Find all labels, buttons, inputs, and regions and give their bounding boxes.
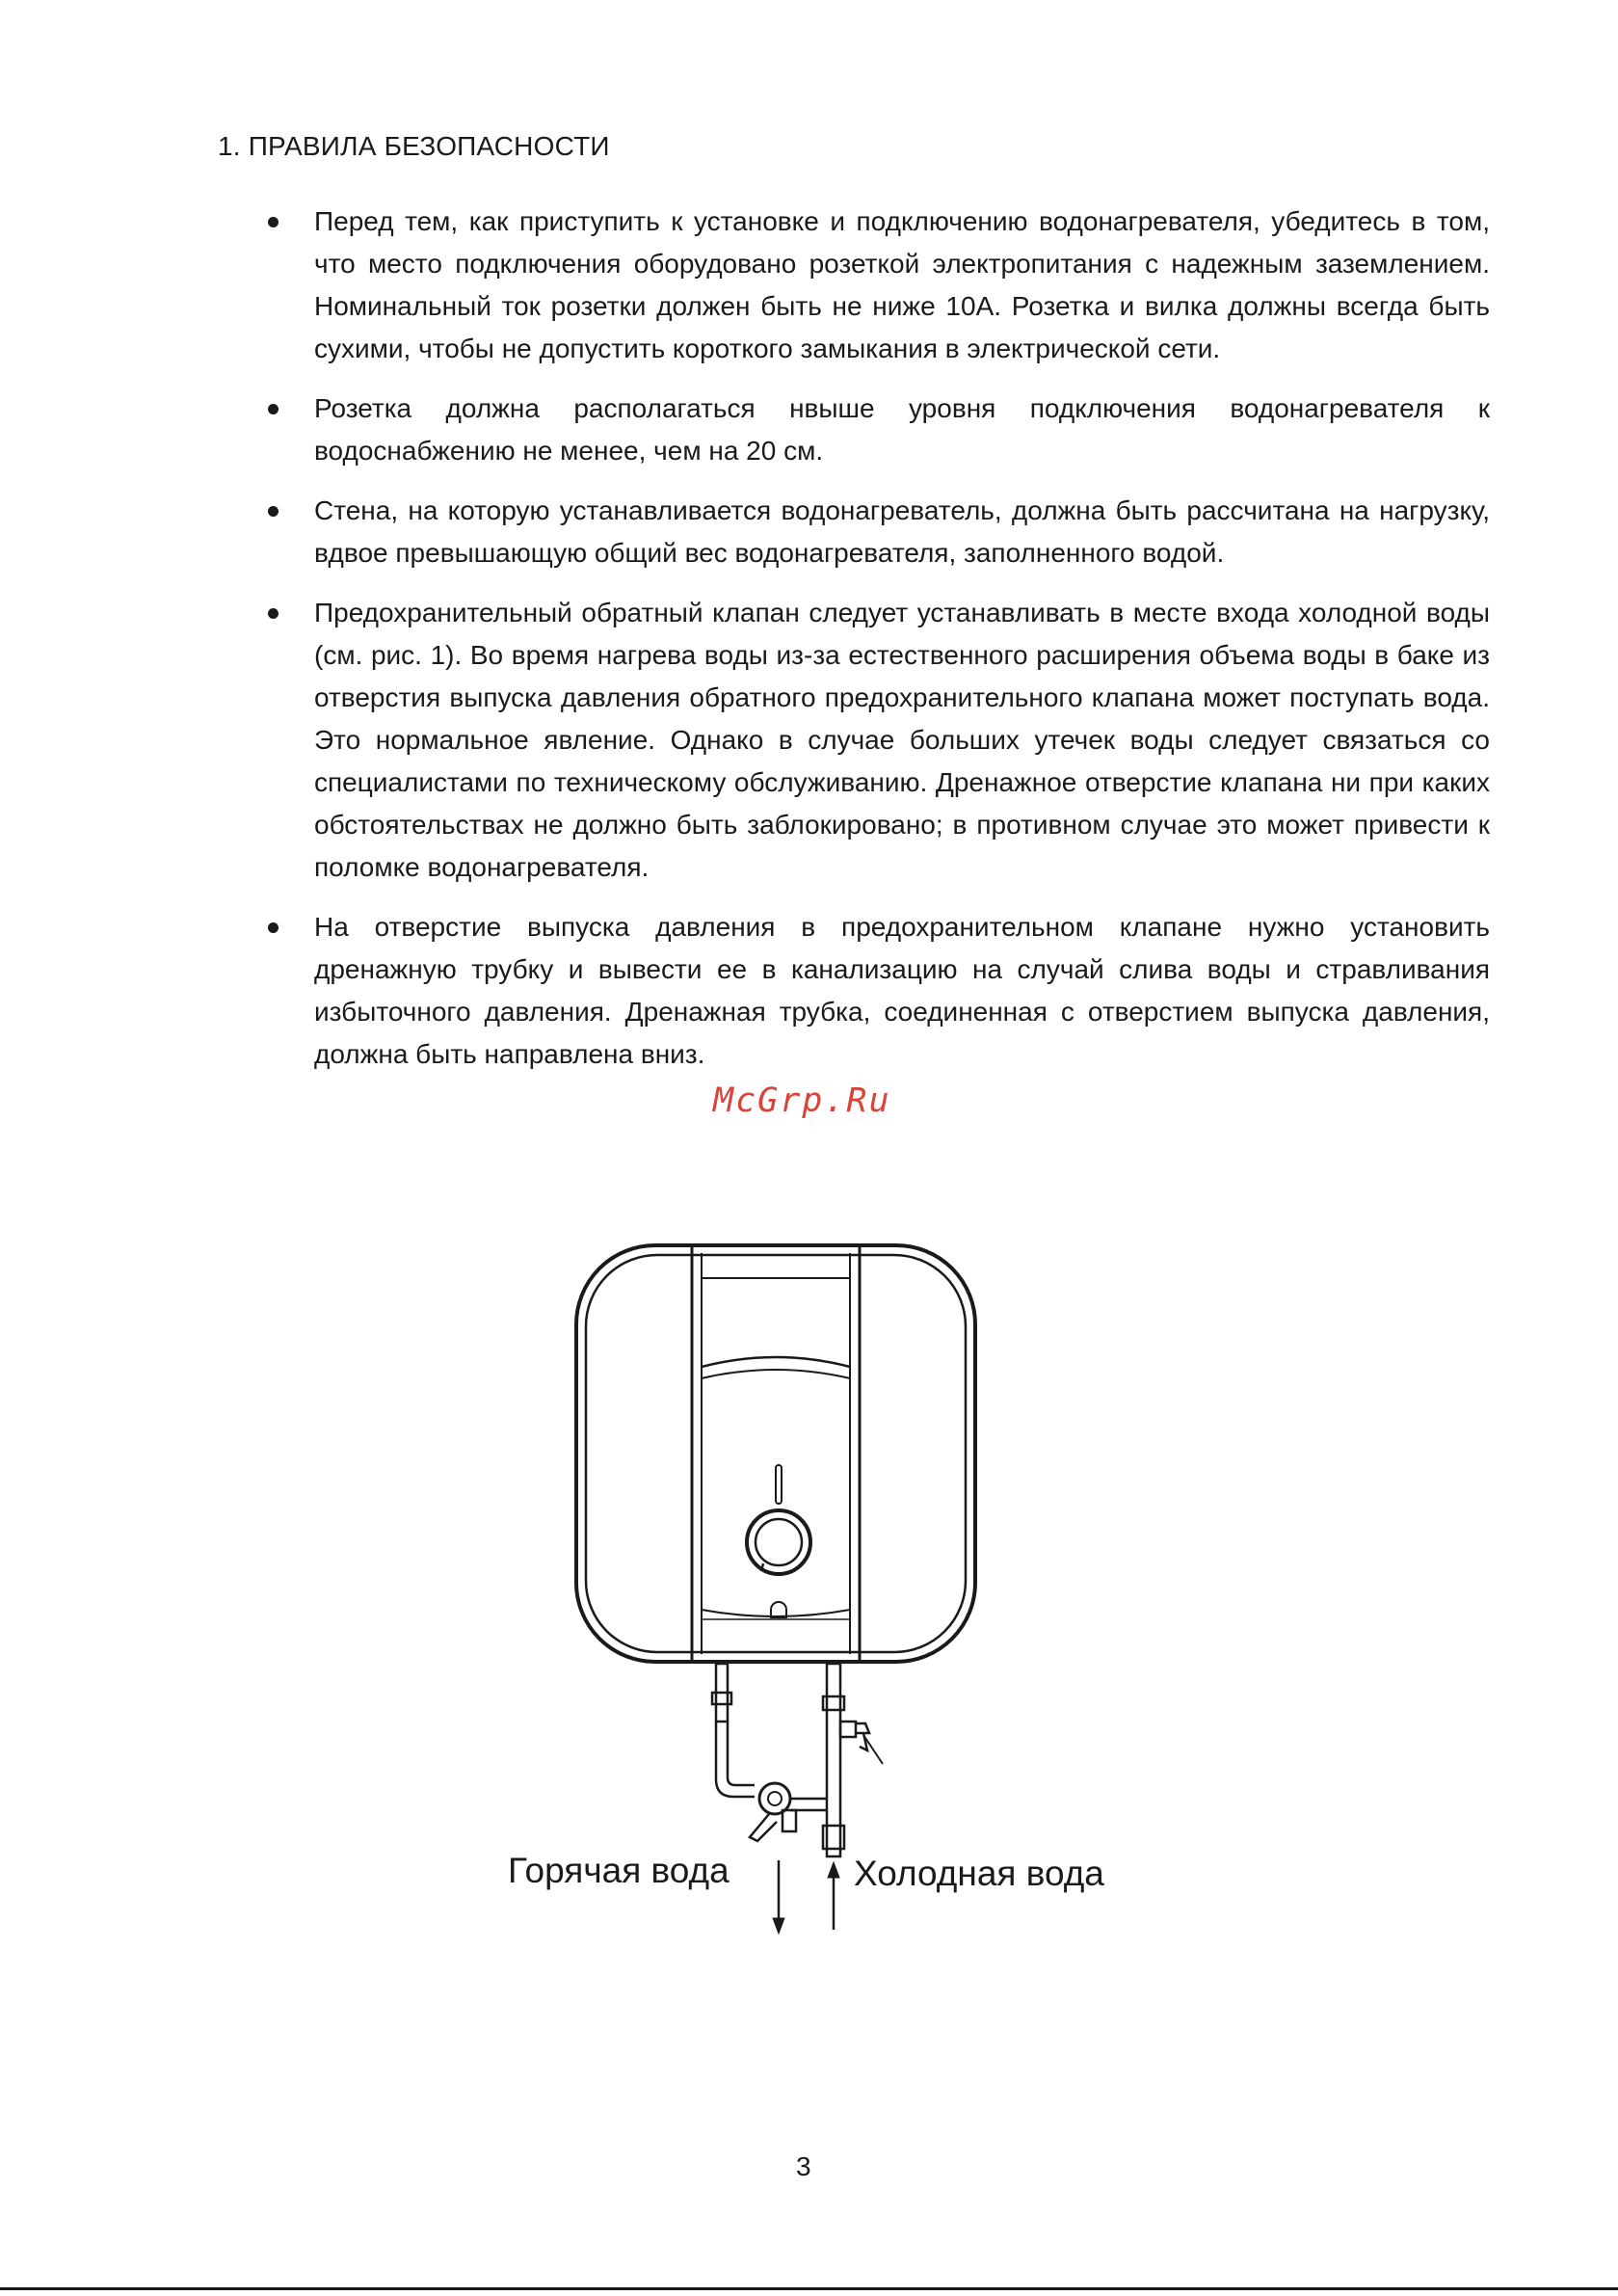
watermark: McGrp.Ru <box>713 1081 891 1120</box>
bullet-icon <box>268 404 279 414</box>
list-item <box>268 387 1490 472</box>
list-item <box>268 592 1490 889</box>
footer-divider <box>0 2287 1618 2290</box>
water-heater-icon <box>576 1245 975 1856</box>
bullet-icon <box>268 217 279 227</box>
rule-text: На отверстие выпуска давления в предохранительном клапане нужно установить дренажную трубку и вывести ее в канализацию на случай слива воды и стравливания избыточного давления. Дренажная трубка, соединенная с отверстием выпуска давления, должна быть направлена вниз. <box>314 912 1490 1069</box>
rule-text: Розетка должна располагаться нвыше уровня подключения водонагревателя к водоснабжению не менее, чем на 20 см. <box>314 393 1490 466</box>
list-item <box>268 200 1490 370</box>
cold-water-label: Холодная вода <box>854 1854 1104 1893</box>
rule-text: Перед тем, как приступить к установке и подключению водонагревателя, убедитесь в том, что место подключения оборудовано розеткой электропитания с надежным заземлением. Номинальный ток розетки должен быть не ниже 10А. Розетка и вилка должны всегда быть сухими, чтобы не допустить короткого замыкания в электрической сети. <box>314 206 1490 363</box>
list-item <box>268 906 1490 1076</box>
rule-text: Стена, на которую устанавливается водонагреватель, должна быть рассчитана на нагрузку, вдвое превышающую общий вес водонагревателя, заполненного водой. <box>314 495 1490 568</box>
bullet-icon <box>268 922 279 933</box>
arrow-down-icon <box>773 1860 784 1934</box>
bullet-icon <box>268 506 279 517</box>
water-heater-diagram <box>482 1224 1156 1947</box>
section-title: 1. ПРАВИЛА БЕЗОПАСНОСТИ <box>218 131 610 161</box>
list-item <box>268 490 1490 574</box>
bullet-icon <box>268 608 279 619</box>
safety-rules-list <box>268 200 1490 1093</box>
rule-text: Предохранительный обратный клапан следует устанавливать в месте входа холодной воды (см. рис. 1). Во время нагрева воды из-за естественного расширения объема воды в баке из отверстия выпуска давления обратного предохранительного клапана может поступать вода. Это нормальное явление. Однако в случае больших утечек воды следует связаться со специалистами по техническому обслуживанию. Дренажное отверстие клапана ни при каких обстоятельствах не должно быть заблокировано; в противном случае это может привести к поломке водонагревателя. <box>314 598 1490 882</box>
page-number: 3 <box>796 2151 811 2181</box>
hot-water-label: Горячая вода <box>508 1851 729 1890</box>
arrow-up-icon <box>828 1862 839 1930</box>
